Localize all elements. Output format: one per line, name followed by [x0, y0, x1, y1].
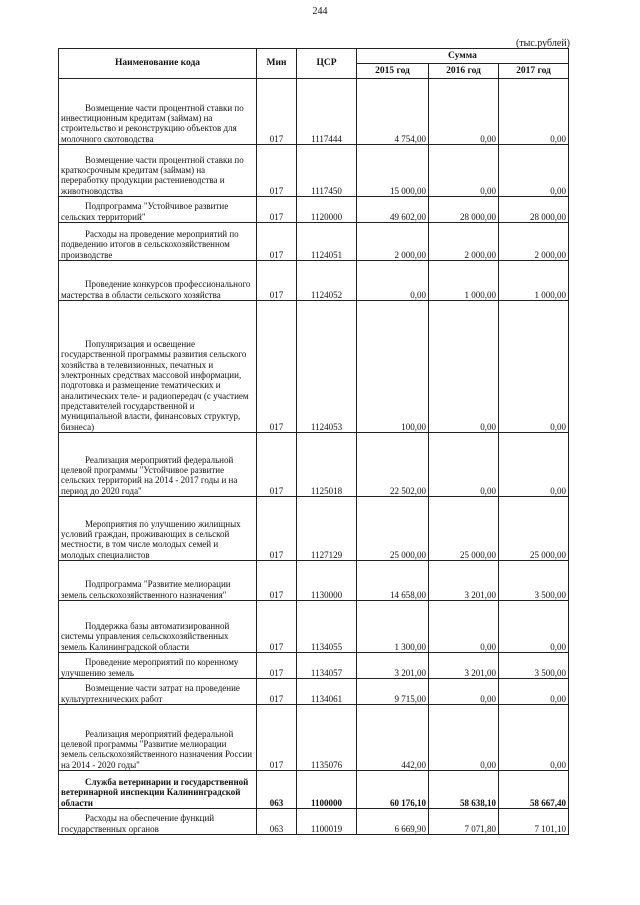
row-name: Реализация мероприятий федеральной целевой программы "Развитие мелиорации земель сельскохозяйственного назначения России на 2014 - 2020 годы" [61, 728, 253, 770]
table-row [59, 771, 569, 809]
row-2016: 0,00 [429, 79, 499, 145]
row-min: 017 [257, 653, 297, 679]
row-csr: 1117450 [297, 145, 357, 197]
row-name: Мероприятия по улучшению жилищных условий граждан, проживающих в сельской местности, в том числе молодых семей и молодых специалистов [61, 518, 241, 560]
row-2017: 0,00 [499, 601, 569, 653]
row-name: Расходы на обеспечение функций государственных органов [61, 813, 215, 834]
row-2017: 1 000,00 [499, 261, 569, 301]
row-2016: 2 000,00 [429, 223, 499, 261]
row-2016: 0,00 [429, 601, 499, 653]
budget-table [58, 48, 569, 835]
row-name: Популяризация и освещение государственной программы развития сельского хозяйства в телевизионных, печатных и электронных средствах массовой информации, подготовка и размещение тематических и аналитических теле- и радиопередач (с участием представителей государственной и муниципальной власти, финансовых структур, бизнеса) [61, 338, 249, 432]
row-2015: 442,00 [357, 705, 429, 771]
row-min: 017 [257, 261, 297, 301]
row-2017: 3 500,00 [499, 653, 569, 679]
row-2017: 0,00 [499, 679, 569, 705]
row-2016: 7 071,80 [429, 809, 499, 835]
row-2017: 0,00 [499, 145, 569, 197]
row-csr: 1117444 [297, 79, 357, 145]
row-2015: 25 000,00 [357, 497, 429, 561]
header-2015: 2015 год [357, 64, 429, 79]
row-csr: 1134055 [297, 601, 357, 653]
row-2015: 14 658,00 [357, 561, 429, 601]
row-csr: 1130000 [297, 561, 357, 601]
row-2017: 0,00 [499, 79, 569, 145]
table-row [59, 601, 569, 653]
table-row [59, 497, 569, 561]
row-2017: 0,00 [499, 301, 569, 433]
table-row [59, 561, 569, 601]
row-csr: 1124053 [297, 301, 357, 433]
row-2015: 15 000,00 [357, 145, 429, 197]
row-csr: 1134061 [297, 679, 357, 705]
row-min: 017 [257, 433, 297, 497]
header-2017: 2017 год [499, 64, 569, 79]
row-2015: 4 754,00 [357, 79, 429, 145]
row-2015: 2 000,00 [357, 223, 429, 261]
row-2015: 22 502,00 [357, 433, 429, 497]
table-row [59, 261, 569, 301]
row-2015: 1 300,00 [357, 601, 429, 653]
row-min: 017 [257, 601, 297, 653]
row-2015: 6 669,90 [357, 809, 429, 835]
row-2016: 0,00 [429, 145, 499, 197]
row-2017: 0,00 [499, 705, 569, 771]
row-min: 017 [257, 223, 297, 261]
row-2016: 0,00 [429, 679, 499, 705]
table-row [59, 197, 569, 223]
row-min: 063 [257, 771, 297, 809]
row-2017: 2 000,00 [499, 223, 569, 261]
row-min: 017 [257, 561, 297, 601]
row-name: Возмещение части процентной ставки по краткосрочным кредитам (займам) на переработку продукции растениеводства и животноводства [61, 154, 244, 196]
table-row [59, 79, 569, 145]
row-csr: 1120000 [297, 197, 357, 223]
row-2017: 3 500,00 [499, 561, 569, 601]
header-2016: 2016 год [429, 64, 499, 79]
table-row [59, 301, 569, 433]
row-name: Возмещение части затрат на проведение культуртехнических работ [61, 683, 240, 704]
row-min: 017 [257, 497, 297, 561]
row-csr: 1127129 [297, 497, 357, 561]
row-csr: 1124052 [297, 261, 357, 301]
table-row [59, 809, 569, 835]
row-csr: 1135076 [297, 705, 357, 771]
table-row [59, 433, 569, 497]
row-min: 017 [257, 301, 297, 433]
row-2015: 3 201,00 [357, 653, 429, 679]
row-min: 017 [257, 705, 297, 771]
row-2016: 3 201,00 [429, 561, 499, 601]
row-2016: 0,00 [429, 705, 499, 771]
row-name: Проведение мероприятий по коренному улучшению земель [61, 657, 239, 678]
row-name: Расходы на проведение мероприятий по подведению итогов в сельскохозяйственном производстве [61, 228, 239, 260]
row-min: 063 [257, 809, 297, 835]
row-2017: 25 000,00 [499, 497, 569, 561]
row-name: Служба ветеринарии и государственной ветеринарной инспекции Калининградской области [61, 776, 249, 808]
row-csr: 1100019 [297, 809, 357, 835]
page-number: 244 [312, 6, 328, 17]
row-name: Поддержка базы автоматизированной системы управления сельскохозяйственных земель Калининградской области [61, 620, 230, 652]
row-2015: 9 715,00 [357, 679, 429, 705]
row-min: 017 [257, 79, 297, 145]
header-sum: Сумма [357, 49, 569, 64]
table-row [59, 145, 569, 197]
row-name: Подпрограмма "Устойчивое развитие сельских территорий" [61, 201, 229, 222]
row-2015: 0,00 [357, 261, 429, 301]
row-2015: 100,00 [357, 301, 429, 433]
header-csr: ЦСР [297, 49, 357, 79]
row-2016: 3 201,00 [429, 653, 499, 679]
row-min: 017 [257, 679, 297, 705]
table-row [59, 223, 569, 261]
row-2017: 0,00 [499, 433, 569, 497]
row-2016: 0,00 [429, 433, 499, 497]
row-2015: 60 176,10 [357, 771, 429, 809]
row-2015: 49 602,00 [357, 197, 429, 223]
row-2017: 58 667,40 [499, 771, 569, 809]
row-2017: 28 000,00 [499, 197, 569, 223]
row-2017: 7 101,10 [499, 809, 569, 835]
row-name: Возмещение части процентной ставки по инвестиционным кредитам (займам) на строительство и реконструкцию объектов для молочного скотоводства [61, 102, 244, 144]
row-csr: 1124051 [297, 223, 357, 261]
header-min: Мин [257, 49, 297, 79]
row-name: Проведение конкурсов профессионального мастерства в области сельского хозяйства [61, 279, 251, 300]
row-min: 017 [257, 145, 297, 197]
table-row [59, 705, 569, 771]
row-csr: 1134057 [297, 653, 357, 679]
row-name: Реализация мероприятий федеральной целевой программы "Устойчивое развитие сельских территорий на 2014 - 2017 годы и на период до 2020 года" [61, 454, 238, 496]
row-min: 017 [257, 197, 297, 223]
table-row [59, 679, 569, 705]
row-2016: 58 638,10 [429, 771, 499, 809]
units-label: (тыс.рублей) [515, 38, 570, 49]
row-2016: 0,00 [429, 301, 499, 433]
row-name: Подпрограмма "Развитие мелиорации земель сельскохозяйственного назначения" [61, 579, 231, 600]
row-csr: 1100000 [297, 771, 357, 809]
table-row [59, 653, 569, 679]
header-name: Наименование кода [59, 49, 257, 79]
row-2016: 25 000,00 [429, 497, 499, 561]
row-2016: 28 000,00 [429, 197, 499, 223]
row-csr: 1125018 [297, 433, 357, 497]
row-2016: 1 000,00 [429, 261, 499, 301]
